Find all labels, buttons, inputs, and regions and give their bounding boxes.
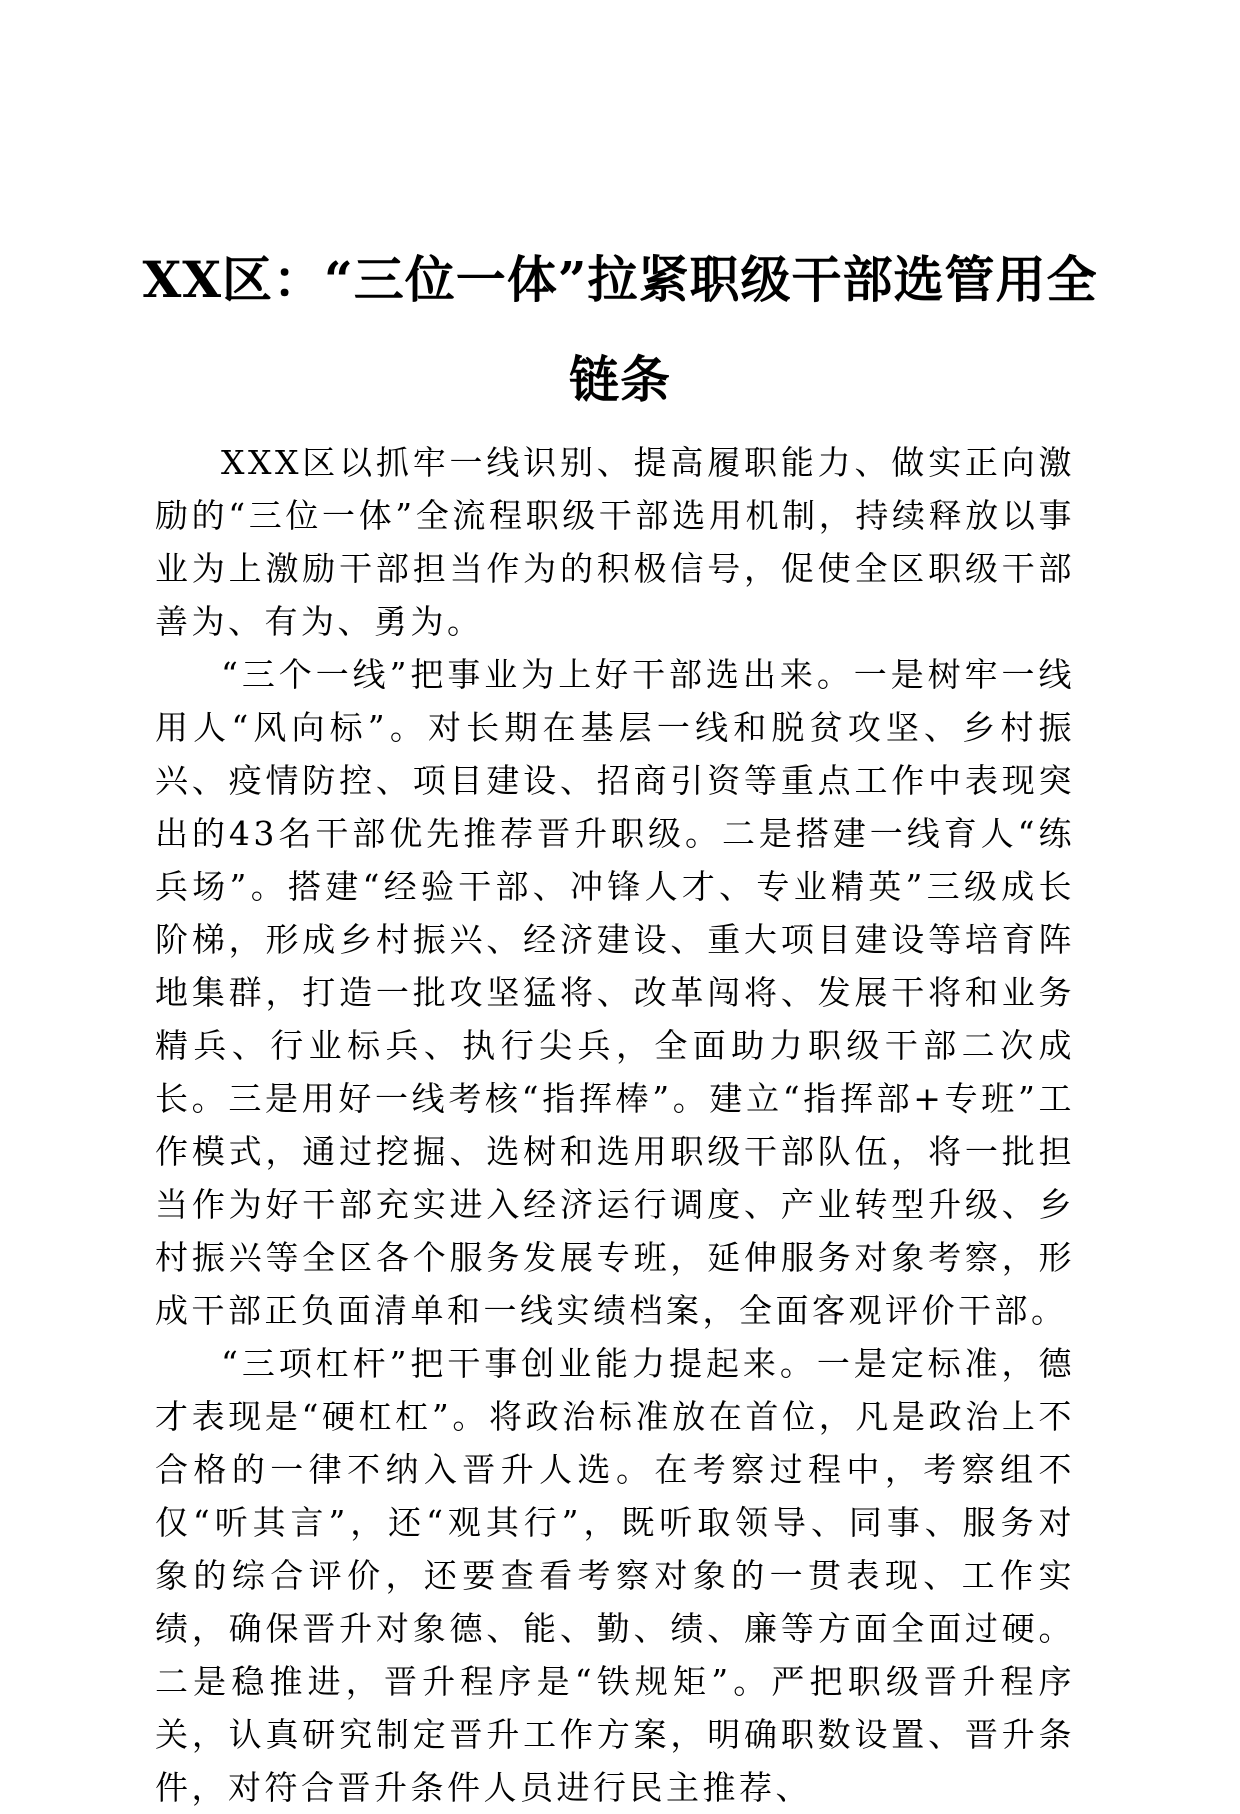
paragraph-three-frontlines: “三个一线”把事业为上好干部选出来。一是树牢一线用人“风向标”。对长期在基层一线和脱贫攻坚、乡村振兴、疫情防控、项目建设、招商引资等重点工作中表现突出的43名干部优先推荐晋升职级。二是搭建一线育人“练兵场”。搭建“经验干部、冲锋人才、专业精英”三级成长阶梯，形成乡村振兴、经济建设、重大项目建设等培育阵地集群，打造一批攻坚猛将、改革闯将、发展干将和业务精兵、行业标兵、执行尖兵，全面助力职级干部二次成长。三是用好一线考核“指挥棒”。建立“指挥部+专班”工作模式，通过挖掘、选树和选用职级干部队伍，将一批担当作为好干部充实进入经济运行调度、产业转型升级、乡村振兴等全区各个服务发展专班，延伸服务对象考察，形成干部正负面清单和一线实绩档案，全面客观评价干部。 [155,655,1075,1330]
title-line-2: 链条 [569,350,671,409]
title-line-1: XX区：“三位一体”拉紧职级干部选管用全 [142,250,1098,309]
paragraph-intro: XXX区以抓牢一线识别、提高履职能力、做实正向激励的“三位一体”全流程职级干部选用机制，持续释放以事业为上激励干部担当作为的积极信号，促使全区职级干部善为、有为、勇为。 [155,443,1075,641]
document-body [155,436,1075,1814]
paragraph-three-levers: “三项杠杆”把干事创业能力提起来。一是定标准，德才表现是“硬杠杠”。将政治标准放在首位，凡是政治上不合格的一律不纳入晋升人选。在考察过程中，考察组不仅“听其言”，还“观其行”，既听取领导、同事、服务对象的综合评价，还要查看考察对象的一贯表现、工作实绩，确保晋升对象德、能、勤、绩、廉等方面全面过硬。二是稳推进，晋升程序是“铁规矩”。严把职级晋升程序关，认真研究制定晋升工作方案，明确职数设置、晋升条件，对符合晋升条件人员进行民主推荐、 [155,1344,1075,1807]
document-title [140,230,1100,430]
